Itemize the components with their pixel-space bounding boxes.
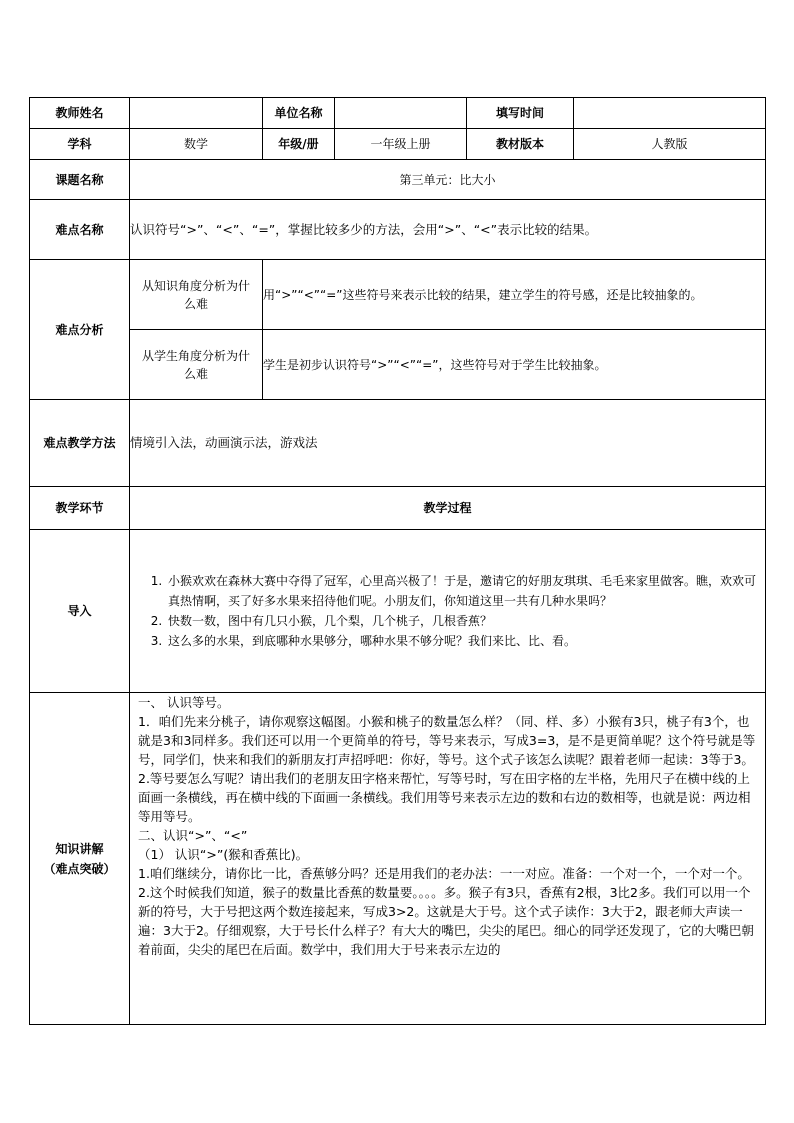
lesson-title-row — [30, 160, 766, 200]
method-row — [30, 400, 766, 487]
knowledge-label-line2: （难点突破） — [43, 861, 116, 876]
unit-value[interactable] — [335, 98, 467, 129]
subject-value: 数学 — [130, 129, 263, 160]
knowledge-angle-label-text: 从知识角度分析为什么难 — [141, 278, 250, 311]
method-value: 情境引入法，动画演示法，游戏法 — [130, 400, 766, 487]
textbook-label: 教材版本 — [467, 129, 574, 160]
intro-item-3: 3. 这么多的水果，到底哪种水果够分，哪种水果不够分呢？我们来比、比、看。 — [166, 631, 759, 651]
lesson-title-label: 课题名称 — [30, 160, 130, 200]
knowledge-angle-value: 用“>”“<”“=”这些符号来表示比较的结果，建立学生的符号感，还是比较抽象的。 — [263, 260, 766, 330]
teacher-name-label: 教师姓名 — [30, 98, 130, 129]
teacher-name-value[interactable] — [130, 98, 263, 129]
student-angle-value: 学生是初步认识符号“>”“<”“=”，这些符号对于学生比较抽象。 — [263, 330, 766, 400]
intro-content — [130, 530, 766, 693]
knowledge-angle-label — [130, 260, 263, 330]
knowledge-paragraph-3: 2.等号要怎么写呢？请出我们的老朋友田字格来帮忙，写等号时，写在田字格的左半格，先用尺子在横中线的上面画一条横线，再在横中线的下面画一条横线。我们用等号来表示左边的数和右边的数相等，也就是说：两边相等用等号。 — [138, 771, 751, 824]
intro-row — [30, 530, 766, 693]
knowledge-paragraph-5: （1） 认识“>”(猴和香蕉比)。 — [138, 847, 309, 862]
lesson-title-value: 第三单元：比大小 — [130, 160, 766, 200]
textbook-value: 人教版 — [574, 129, 766, 160]
knowledge-paragraph-4: 二、认识“>”、“<” — [138, 828, 248, 843]
header-row-2 — [30, 129, 766, 160]
knowledge-paragraph-1: 一、 认识等号。 — [138, 695, 230, 710]
lesson-plan-table — [29, 97, 766, 1025]
grade-label: 年级/册 — [263, 129, 335, 160]
knowledge-content — [130, 693, 766, 1025]
header-row-1 — [30, 98, 766, 129]
process-label: 教学过程 — [130, 487, 766, 530]
knowledge-paragraph-6: 1.咱们继续分，请你比一比，香蕉够分吗？还是用我们的老办法：一一对应。准备：一个对一个，一个对一个。 — [138, 866, 750, 881]
stage-header-row — [30, 487, 766, 530]
grade-value: 一年级上册 — [335, 129, 467, 160]
difficulty-value: 认识符号“>”、“<”、“=”，掌握比较多少的方法，会用“>”、“<”表示比较的结果。 — [130, 200, 766, 260]
knowledge-label — [30, 693, 130, 1025]
knowledge-row — [30, 693, 766, 1025]
intro-list — [138, 571, 759, 651]
method-label: 难点教学方法 — [30, 400, 130, 487]
knowledge-angle-row — [30, 260, 766, 330]
student-angle-label — [130, 330, 263, 400]
unit-label: 单位名称 — [263, 98, 335, 129]
subject-label: 学科 — [30, 129, 130, 160]
fill-time-value[interactable] — [574, 98, 766, 129]
knowledge-paragraph-7: 2.这个时候我们知道，猴子的数量比香蕉的数量要。。。。多。猴子有3只，香蕉有2根，3比2多。我们可以用一个新的符号，大于号把这两个数连接起来，写成3>2。这就是大于号。这个式子读作：3大于2，跟老师大声读一遍：3大于2。仔细观察，大于号长什么样子？有大大的嘴巴，尖尖的尾巴。细心的同学还发现了，它的大嘴巴朝着前面，尖尖的尾巴在后面。数学中，我们用大于号来表示左边的 — [138, 885, 754, 957]
knowledge-paragraph-2: 1．咱们先来分桃子，请你观察这幅图。小猴和桃子的数量怎么样？（同、样、多）小猴有3只，桃子有3个，也就是3和3同样多。我们还可以用一个更简单的符号，等号来表示，写成3=3，是不是更简单呢？这个符号就是等号，同学们，快来和我们的新朋友打声招呼吧：你好，等号。这个式子该怎么读呢？跟着老师一起读：3等于3。 — [138, 714, 756, 767]
knowledge-label-line1: 知识讲解 — [55, 841, 104, 856]
student-angle-row — [30, 330, 766, 400]
analysis-label: 难点分析 — [30, 260, 130, 400]
stage-label: 教学环节 — [30, 487, 130, 530]
fill-time-label: 填写时间 — [467, 98, 574, 129]
difficulty-row — [30, 200, 766, 260]
intro-item-2: 2. 快数一数，图中有几只小猴，几个梨，几个桃子，几根香蕉？ — [166, 611, 759, 631]
student-angle-label-text: 从学生角度分析为什么难 — [141, 348, 250, 381]
intro-item-1: 1. 小猴欢欢在森林大赛中夺得了冠军，心里高兴极了！于是，邀请它的好朋友琪琪、毛毛来家里做客。瞧，欢欢可真热情啊，买了好多水果来招待他们呢。小朋友们，你知道这里一共有几种水果吗？ — [166, 571, 759, 611]
difficulty-label: 难点名称 — [30, 200, 130, 260]
intro-label: 导入 — [30, 530, 130, 693]
